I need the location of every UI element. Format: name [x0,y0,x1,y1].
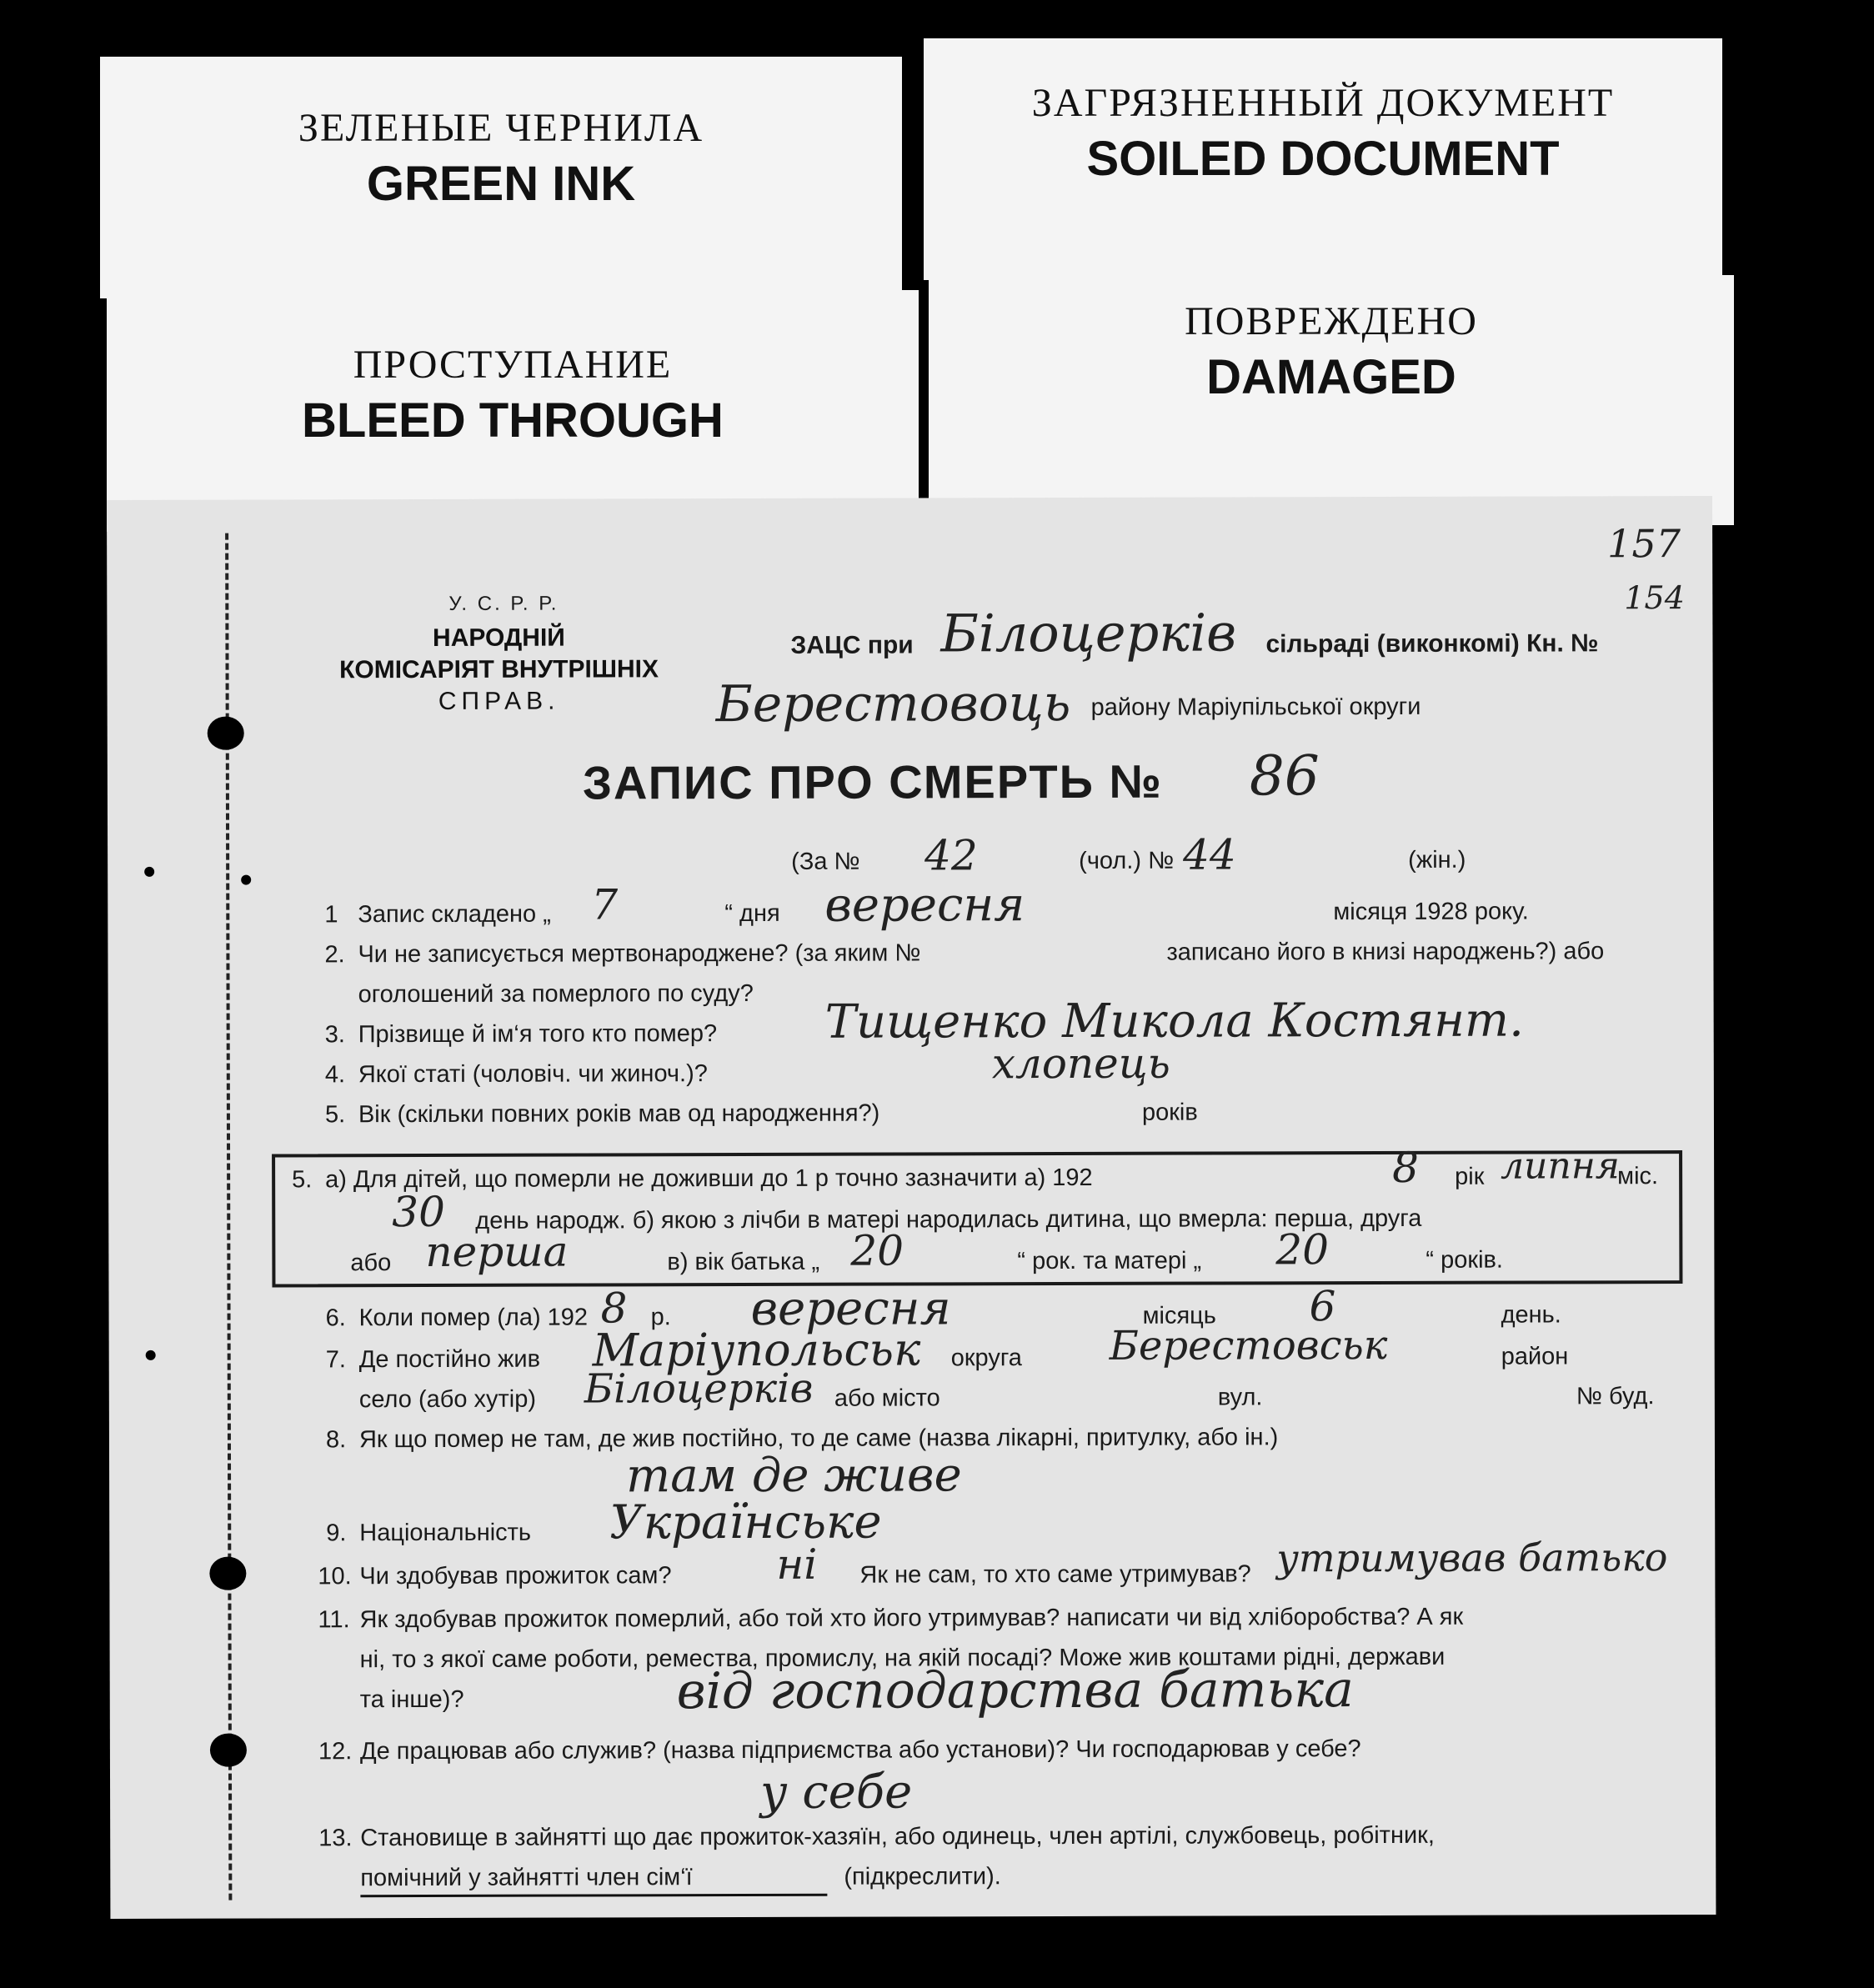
birth-day: 30 [392,1187,445,1237]
item-number: 2. [324,941,345,969]
record-number: 86 [1249,744,1320,809]
binding-hole [144,867,154,877]
self-support: ні [776,1540,818,1589]
death-place: там де живе [625,1448,962,1504]
page-number: 157 [1607,521,1681,567]
item-7-bud: № буд. [1576,1383,1655,1410]
item-10-text: Чи здобував прожиток сам? [359,1562,672,1590]
item-7-misto: або місто [834,1385,940,1412]
item-13-line2: помічний у зайнятті член сім‘ї [360,1864,693,1892]
death-record-form [107,496,1716,1919]
district-handwritten: Берестовоць [715,674,1071,734]
item-number: 5. [324,1101,346,1129]
item-13-text: Становище в зайнятті що дає прожиток-хазяїн, або одинець, член артілі, службовець, робітник, [360,1821,1435,1852]
occupation: від господарства батька [676,1660,1354,1721]
item-11-line2: ні, то з якої саме роботи, ремества, промислу, на якій посаді? Може жив коштами рідні, держави [359,1643,1446,1674]
item-number: 11. [318,1606,350,1634]
label-damaged [929,275,1734,525]
item-7-text: Де постійно жив [358,1345,541,1374]
label-ru: ЗАГРЯЗНЕННЫЙ ДОКУМЕНТ [1031,81,1615,125]
item-number: 5. [292,1166,313,1194]
residence-okruha: Маріупольськ [592,1323,921,1377]
item-number: 10. [318,1563,352,1590]
birth-order: перша [425,1227,569,1277]
binding-hole [241,875,251,885]
underline-mark [360,1894,827,1897]
nationality: Українське [609,1495,882,1550]
label-ru: ПРОСТУПАНИЕ [353,343,673,387]
residence-raion: Берестовськ [1109,1321,1388,1370]
district-text: району Маріупільської округи [1090,693,1421,721]
birth-month: липня [1501,1144,1620,1188]
binding-hole [208,717,244,750]
label-ru: ЗЕЛЕНЫЕ ЧЕРНИЛА [298,106,704,150]
item-number: 3. [324,1021,345,1049]
zags-prefix: ЗАЦС при [790,631,914,659]
deceased-name: Тищенко Микола Костянт. [824,993,1524,1049]
item-number: 1 [324,901,338,929]
item-number: 13. [318,1825,353,1852]
item-number: 12. [318,1738,353,1765]
supporter: утримував батько [1276,1535,1668,1581]
deceased-sex: хлопець [991,1039,1170,1089]
commissariat-header [298,622,699,718]
item-2-end: записано його в книзі народжень?) або [1166,938,1605,966]
binding-hole [146,1350,156,1360]
page-number-old: 154 [1624,579,1685,617]
item-7-okruha: округа [950,1345,1022,1372]
death-day: 6 [1309,1282,1336,1331]
commissariat-line: КОМІСАРІЯТ ВНУТРІШНІХ [339,655,659,684]
counts-female: (жін.) [1408,846,1466,874]
male-count: 42 [924,831,978,880]
item-1-end: місяця 1928 року. [1333,898,1529,926]
female-count: 44 [1183,830,1236,879]
form-title: ЗАПИС ПРО СМЕРТЬ № [582,754,1164,809]
label-bleed-through [107,290,919,532]
binding-hole [210,1734,247,1767]
item-5a-month-label: міс. [1617,1163,1659,1190]
label-en: SOILED DOCUMENT [1086,132,1560,186]
item-5c-mother-label: “ рок. та матері „ [1017,1247,1202,1275]
item-5c-end: “ років. [1426,1246,1504,1274]
binding-hole [209,1557,246,1590]
zags-suffix: сільраді (виконкомі) Кн. № [1265,629,1599,658]
item-5c-father-label: в) вік батька „ [667,1248,820,1276]
item-7-raion: район [1501,1343,1569,1370]
item-7-line2: село (або хутір) [358,1385,537,1414]
item-13-line2-end: (підкреслити). [844,1863,1001,1890]
item-7-vul: вул. [1217,1384,1263,1411]
item-6-day: день. [1501,1301,1561,1329]
item-9-text: Національність [359,1519,532,1547]
item-5-end: років [1141,1099,1198,1126]
item-1-mid: “ дня [724,899,780,928]
commissariat-line: НАРОДНІЙ [432,623,565,652]
usrr-header: У. С. Р. Р. [448,592,559,615]
death-month: вересня [750,1281,951,1336]
label-en: BLEED THROUGH [302,393,724,448]
item-5b-text: день народж. б) якою з лічби в матері народилась дитина, що вмерла: перша, друга [475,1204,1422,1234]
item-12-text: Де працював або служив? (назва підприємства або установи)? Чи господарював у себе? [359,1735,1361,1765]
label-en: GREEN INK [366,157,636,211]
item-5c-pre: або [350,1249,392,1277]
residence-village: Білоцерків [584,1365,814,1413]
item-1-text: Запис складено „ [358,900,551,929]
mother-age: 20 [1275,1225,1330,1274]
item-3-text: Прізвище й ім‘я того кто помер? [358,1020,718,1049]
workplace: у себе [759,1765,913,1820]
father-age: 20 [850,1226,904,1275]
counts-male: (чол.) № [1079,847,1175,874]
village-handwritten: Білоцерків [940,602,1237,664]
item-11-line3: та інше)? [359,1685,464,1714]
item-number: 6. [325,1304,346,1332]
item-2-text: Чи не записується мертвонароджене? (за яким № [358,939,921,969]
item-11-text: Як здобував прожиток померлий, або той хто його утримував? написати чи від хліборобства? А як [359,1603,1464,1634]
item-6-r: р. [650,1304,671,1331]
item-number: 4. [324,1061,346,1089]
item-10-end: Як не сам, то хто саме утримував? [859,1560,1251,1589]
item-5a-year-label: рік [1455,1163,1485,1190]
label-green-ink [100,57,902,298]
label-en: DAMAGED [1206,350,1456,404]
birth-year-digit: 8 [1392,1143,1419,1192]
item-number: 8. [325,1426,347,1454]
item-number: 7. [325,1346,346,1374]
commissariat-line: СПРАВ. [438,687,560,715]
label-soiled-document [924,38,1722,280]
record-day: 7 [591,880,619,929]
counts-za: (За № [791,848,860,875]
item-number: 9. [326,1520,347,1547]
item-4-text: Якої статі (чоловіч. чи жиноч.)? [358,1060,708,1089]
death-year-digit: 8 [600,1284,628,1333]
label-ru: ПОВРЕЖДЕНО [1185,299,1478,343]
record-month: вересня [824,878,1025,933]
item-2-line2: оголошений за померлого по суду? [358,979,754,1009]
item-8-text: Як що помер не там, де жив постійно, то де саме (назва лікарні, притулку, або ін.) [358,1424,1279,1454]
item-5-text: Вік (скільки повних років мав од народження?) [358,1099,880,1129]
item-5a-text: а) Для дітей, що померли не доживши до 1 р точно зазначити а) 192 [325,1164,1093,1194]
item-6-text: Коли помер (ла) 192 [358,1304,589,1332]
item-6-month: місяць [1142,1302,1216,1330]
